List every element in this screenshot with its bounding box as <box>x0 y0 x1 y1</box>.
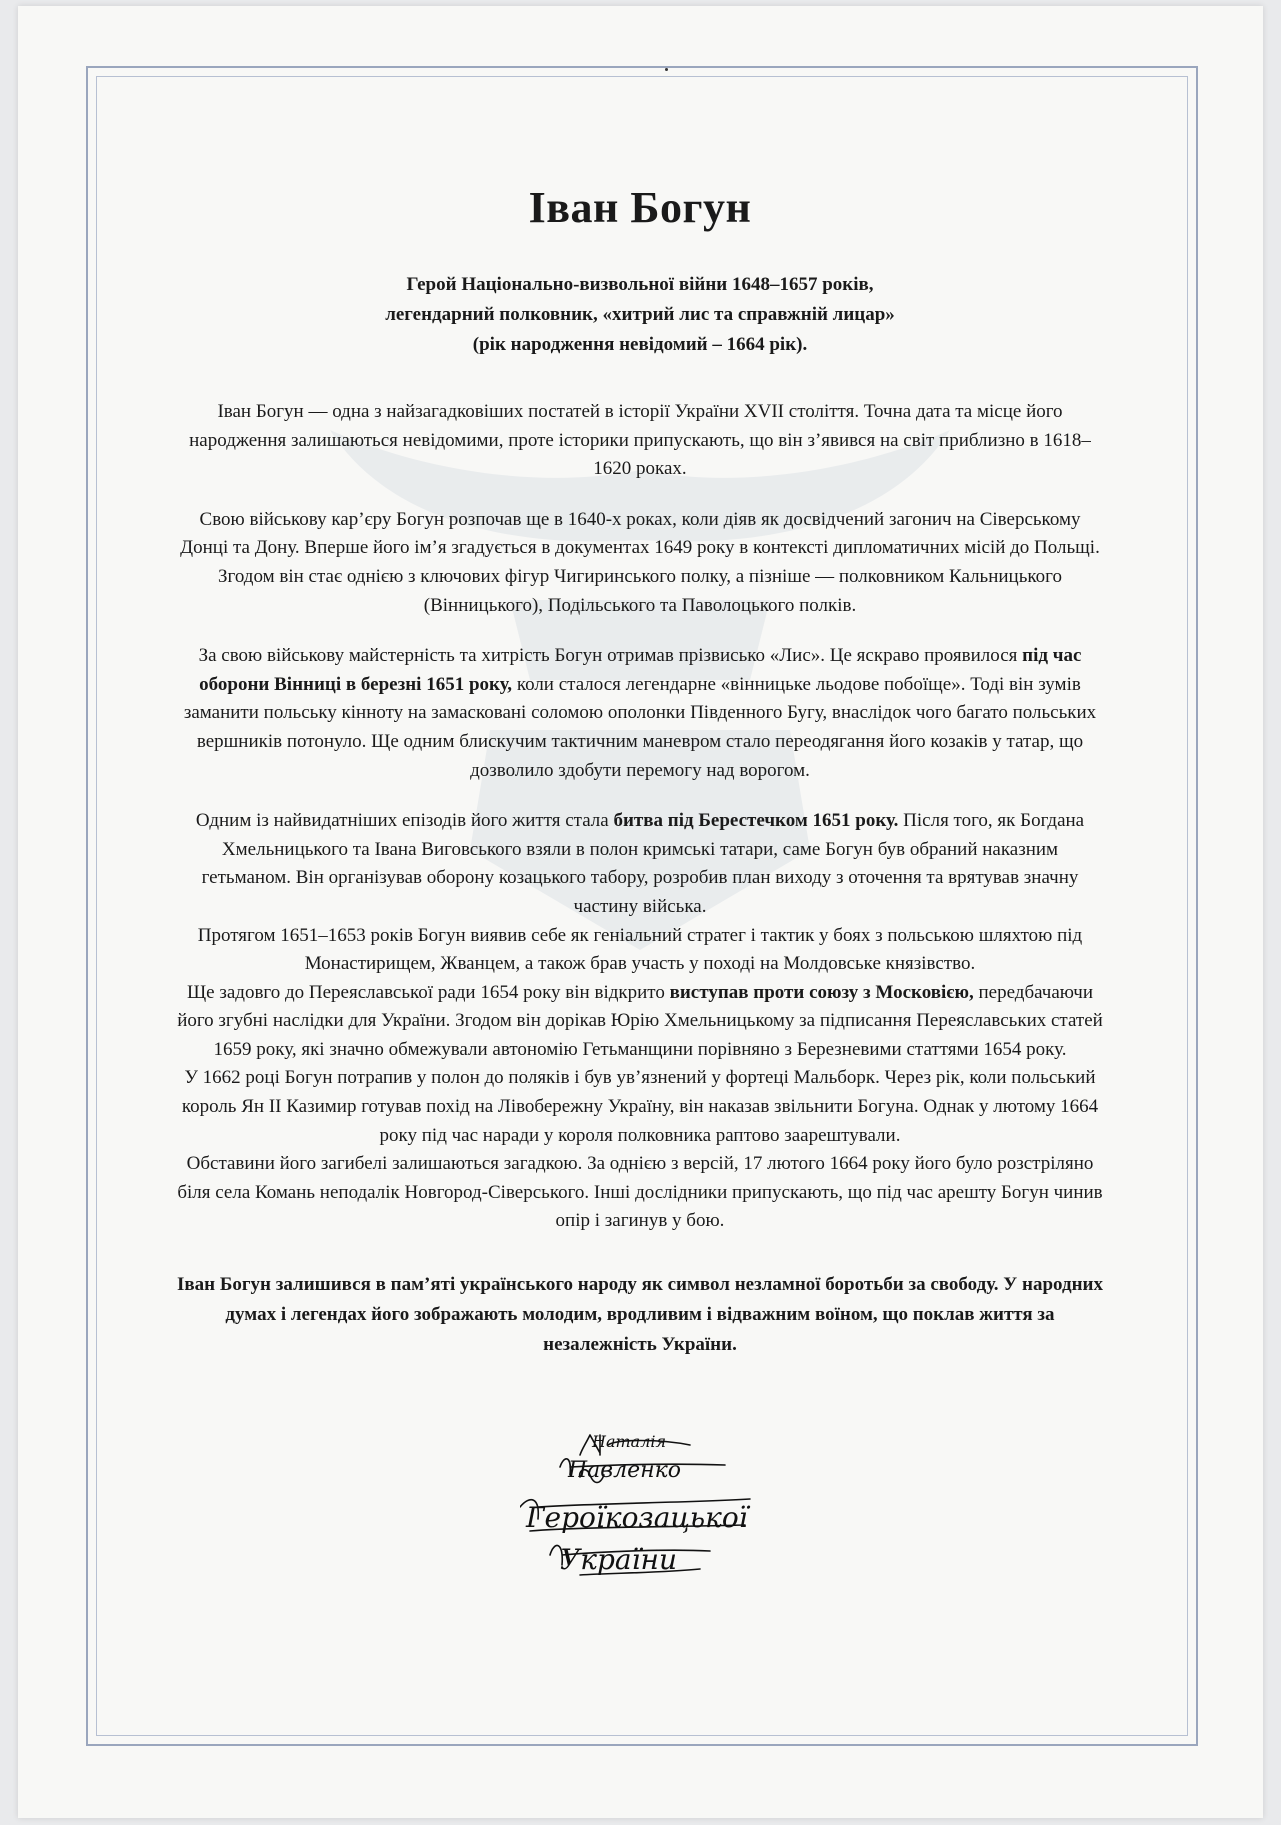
paragraph-career: Свою військову кар’єру Богун розпочав ще в 1640-х роках, коли діяв як досвідчений загонич на Сіверському Донці та Дону. Вперше його ім’я згадується в документах 1649 року в контексті дипломатичних місій до Польщі. Згодом він стає однією з ключових фігур Чигиринського полку, а пізніше — полковником Кальницького (Вінницького), Подільського та Паволоцького полків. <box>180 508 1100 616</box>
bold-phrase: битва під Берестечком 1651 року. <box>613 810 899 832</box>
svg-text:Героїкозацької: Героїкозацької <box>526 1501 748 1534</box>
paragraph-origins: Іван Богун — одна з найзагадковіших постатей в історії України XVII століття. Точна дата та місце його народження залишаються невідомими, проте історики припускають, що він з’явився на світ приблизно в 1618–1620 роках. <box>189 401 1091 480</box>
document-body <box>175 180 1105 1360</box>
paragraph-vinnytsia <box>175 642 1105 785</box>
subtitle-line: (рік народження невідомий – 1664 рік). <box>472 334 808 355</box>
text-run: Одним із найвидатніших епізодів його життя стала <box>195 810 614 832</box>
svg-text:Павленко: Павленко <box>568 1458 682 1483</box>
svg-text:України: України <box>560 1543 678 1576</box>
page-title: Іван Богун <box>528 183 752 232</box>
subtitle <box>175 270 1105 360</box>
text-run: Після того, як Богдана Хмельницького та Івана Виговського взяли в полон кримські татари, саме Богун був обраний наказним гетьманом. Він організував оборону козацького табору, розробив план виходу з оточення та врятував значну частину війська. <box>201 810 1085 917</box>
signature-logo <box>520 1415 760 1590</box>
paragraph-death: Обставини його загибелі залишаються загадкою. За однією з версій, 17 лютого 1664 року його було розстріляно біля села Комань неподалік Новгород-Сіверського. Інші дослідники припускають, що під час арешту Богун чинив опір і загинув у бою. <box>177 1153 1103 1232</box>
text-run: передбачаючи його згубні наслідки для України. Згодом він дорікав Юрію Хмельницькому за підписання Переяславських статей 1659 року, які значно обмежували автономію Гетьманщини порівняно з Березневими статтями 1654 року. <box>177 981 1103 1060</box>
closing-statement: Іван Богун залишився в пам’яті українського народу як символ незламної боротьби за свободу. У народних думах і легендах його зображають молодим, вродливим і відважним воїном, що поклав життя за незалежність України. <box>177 1274 1103 1356</box>
paragraph-captivity: У 1662 році Богун потрапив у полон до поляків і був ув’язнений у фортеці Мальборк. Через рік, коли польський король Ян II Казимир готував похід на Лівобережну Україну, він наказав звільнити Богуна. Однак у лютому 1664 року під час наради у короля полковника раптово заарештували. <box>181 1067 1099 1146</box>
paragraph-berestechko <box>175 807 1105 921</box>
bold-phrase: виступав проти союзу з Московією, <box>669 981 974 1003</box>
subtitle-line: Герой Національно-визвольної війни 1648–1657 років, <box>406 274 874 295</box>
paragraph-campaigns: Протягом 1651–1653 років Богун виявив себе як геніальний стратег і тактик у боях з польською шляхтою під Монастирищем, Жванцем, а також брав участь у поході на Молдовське князівство. <box>197 924 1083 975</box>
text-run: Ще задовго до Переяславської ради 1654 року він відкрито <box>186 981 670 1003</box>
paragraph-pereiaslav <box>175 979 1105 1065</box>
text-run: За свою військову майстерність та хитрість Богун отримав прізвисько «Лис». Це яскраво проявилося <box>198 645 1023 667</box>
bold-phrase: під час оборони Вінниці в березні 1651 року, <box>199 645 1082 695</box>
subtitle-line: легендарний полковник, «хитрий лис та справжній лицар» <box>385 304 895 325</box>
svg-text:Наталія: Наталія <box>592 1432 667 1451</box>
text-run: коли сталося легендарне «вінницьке льодове побоїще». Тоді він зумів заманити польську кінноту на замасковані соломою ополонки Південного Бугу, внаслідок чого багато польських вершників потонуло. Ще одним блискучим тактичним маневром стало переодягання його козаків у татар, що дозволило здобути перемогу над ворогом. <box>183 673 1097 781</box>
